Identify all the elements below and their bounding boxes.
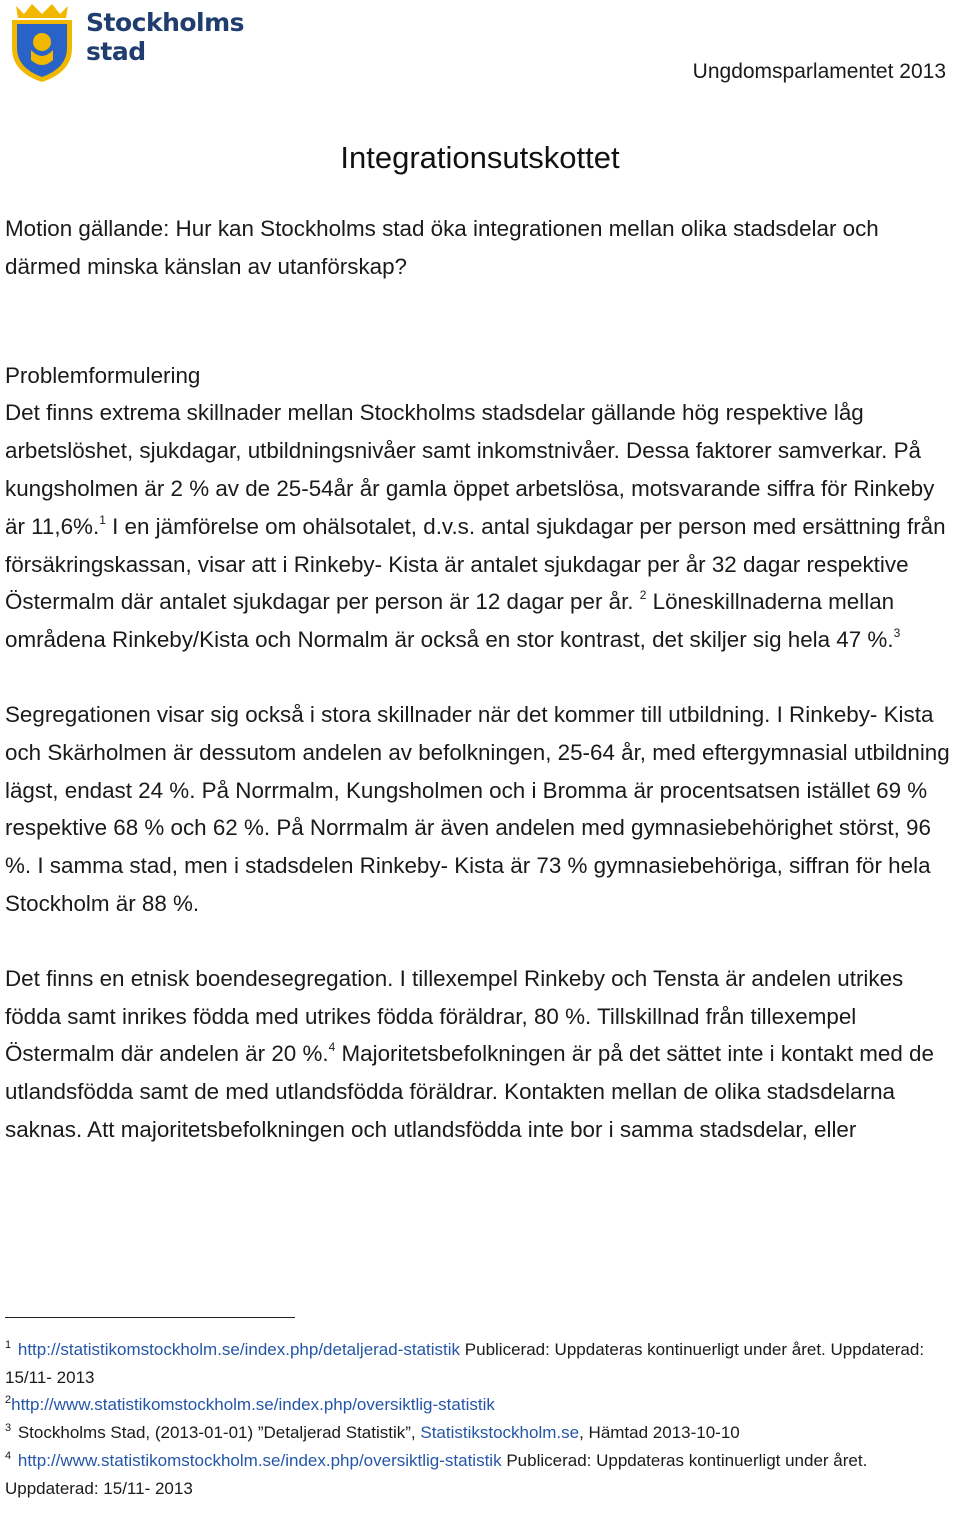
footnote-1-text: Publicerad: Uppdateras kontinuerligt under året. Uppdaterad: 15/11- 2013 (5, 1340, 925, 1387)
footnote-number: 2 (5, 1394, 12, 1407)
section-heading: Problemformulering (5, 362, 201, 388)
paragraph-problem-part-b: I en jämförelse om ohälsotalet, d.v.s. antal sjukdagar per person med ersättning från försäkringskassan, visar att i Rinkeby- Kista är antalet sjukdagar per år 32 dagar respektive Östermalm där antalet sjukdagar per person är 12 dagar per år. (5, 513, 946, 615)
footnote-4 (5, 1447, 935, 1502)
paragraph-problem-part-a: Det finns extrema skillnader mellan Stockholms stadsdelar gällande hög respektive låg arbetslöshet, sjukdagar, utbildningsnivåer samt inkomstnivåer. Dessa faktorer samverkar. På kungsholmen är 2 % av de 25-54år år gamla öppet arbetslösa, motsvarande siffra för Rinkeby är 11,6%. (5, 400, 935, 539)
footnote-1-link[interactable]: http://statistikomstockholm.se/index.php/detaljerad-statistik (17, 1340, 461, 1359)
footnote-number: 4 (5, 1449, 12, 1462)
footnote-ref-4: 4 (328, 1040, 336, 1055)
header-event-label: Ungdomsparlamentet 2013 (692, 60, 946, 83)
footnote-3 (5, 1419, 935, 1447)
stockholms-stad-logo (6, 2, 256, 86)
footnote-number: 3 (5, 1422, 12, 1435)
motion-label: Motion gällande: (5, 216, 170, 241)
paragraph-segregation-part-a: Det finns en etnisk boendesegregation. I tillexempel Rinkeby och Tensta är andelen utrikes födda samt inrikes födda med utrikes födda föräldrar, 80 %. Tillskillnad från tillexempel Östermalm där andelen är 20 %. (5, 965, 904, 1067)
footnote-3-text: , Hämtad 2013-10-10 (579, 1423, 740, 1443)
paragraph-education: Segregationen visar sig också i stora skillnader när det kommer till utbildning. I Rinkeby- Kista och Skärholmen är dessutom andelen av befolkningen, 25-64 år, med eftergymnasial utbildning lägst, endast 24 %. På Norrmalm, Kungsholmen och i Bromma är procentsatsen istället 69 % respektive 68 % och 62 %. På Norrmalm är även andelen med gymnasiebehörighet störst, 96 %. I samma stad, men i stadsdelen Rinkeby- Kista är 73 % gymnasiebehöriga, siffran för hela Stockholm är 88 %. (5, 701, 950, 916)
paragraph-problem-part-c: Löneskillnaderna mellan områdena Rinkeby/Kista och Normalm är också en stor kontrast, det skiljer sig hela 47 %. (5, 589, 895, 653)
footnote-1 (5, 1336, 935, 1391)
footnote-4-link[interactable]: http://www.statistikomstockholm.se/index.php/oversiktlig-statistik (17, 1450, 502, 1470)
footnote-3-pre: Stockholms Stad, (2013-01-01) ”Detaljerad Statistik”, (13, 1423, 421, 1443)
footnote-3-link[interactable]: Statistikstockholm.se (420, 1423, 580, 1443)
logo-wordmark (86, 8, 244, 66)
paragraph-segregation (5, 960, 950, 1149)
footnotes (5, 1336, 935, 1502)
footnote-divider (5, 1317, 295, 1318)
document-body (5, 210, 950, 1149)
motion-paragraph (5, 210, 950, 286)
footnote-number: 1 (5, 1339, 12, 1351)
shield-crest-icon (6, 2, 78, 84)
footnote-ref-1: 1 (99, 512, 106, 527)
logo-wordmark-line2: stad (86, 37, 146, 66)
footnote-2 (5, 1391, 935, 1419)
motion-text: Hur kan Stockholms stad öka integrationen mellan olika stadsdelar och därmed minska känslan av utanförskap? (5, 216, 879, 279)
footnote-ref-3: 3 (893, 626, 901, 641)
page-title: Integrationsutskottet (340, 140, 620, 175)
footnote-2-link[interactable]: http://www.statistikomstockholm.se/index.php/oversiktlig-statistik (11, 1395, 495, 1415)
footnote-4-text: Publicerad: Uppdateras kontinuerligt under året. Uppdaterad: 15/11- 2013 (5, 1450, 868, 1498)
logo-wordmark-line1: Stockholms (86, 8, 245, 37)
paragraph-segregation-part-b: Majoritetsbefolkningen är på det sättet inte i kontakt med de utlandsfödda samt de med utlandsfödda föräldrar. Kontakten mellan de olika stadsdelarna saknas. Att majoritetsbefolkningen och utlandsfödda inte bor i samma stadsdelar, eller (5, 1041, 934, 1142)
paragraph-problem (5, 394, 950, 659)
footnote-ref-2: 2 (639, 588, 647, 603)
